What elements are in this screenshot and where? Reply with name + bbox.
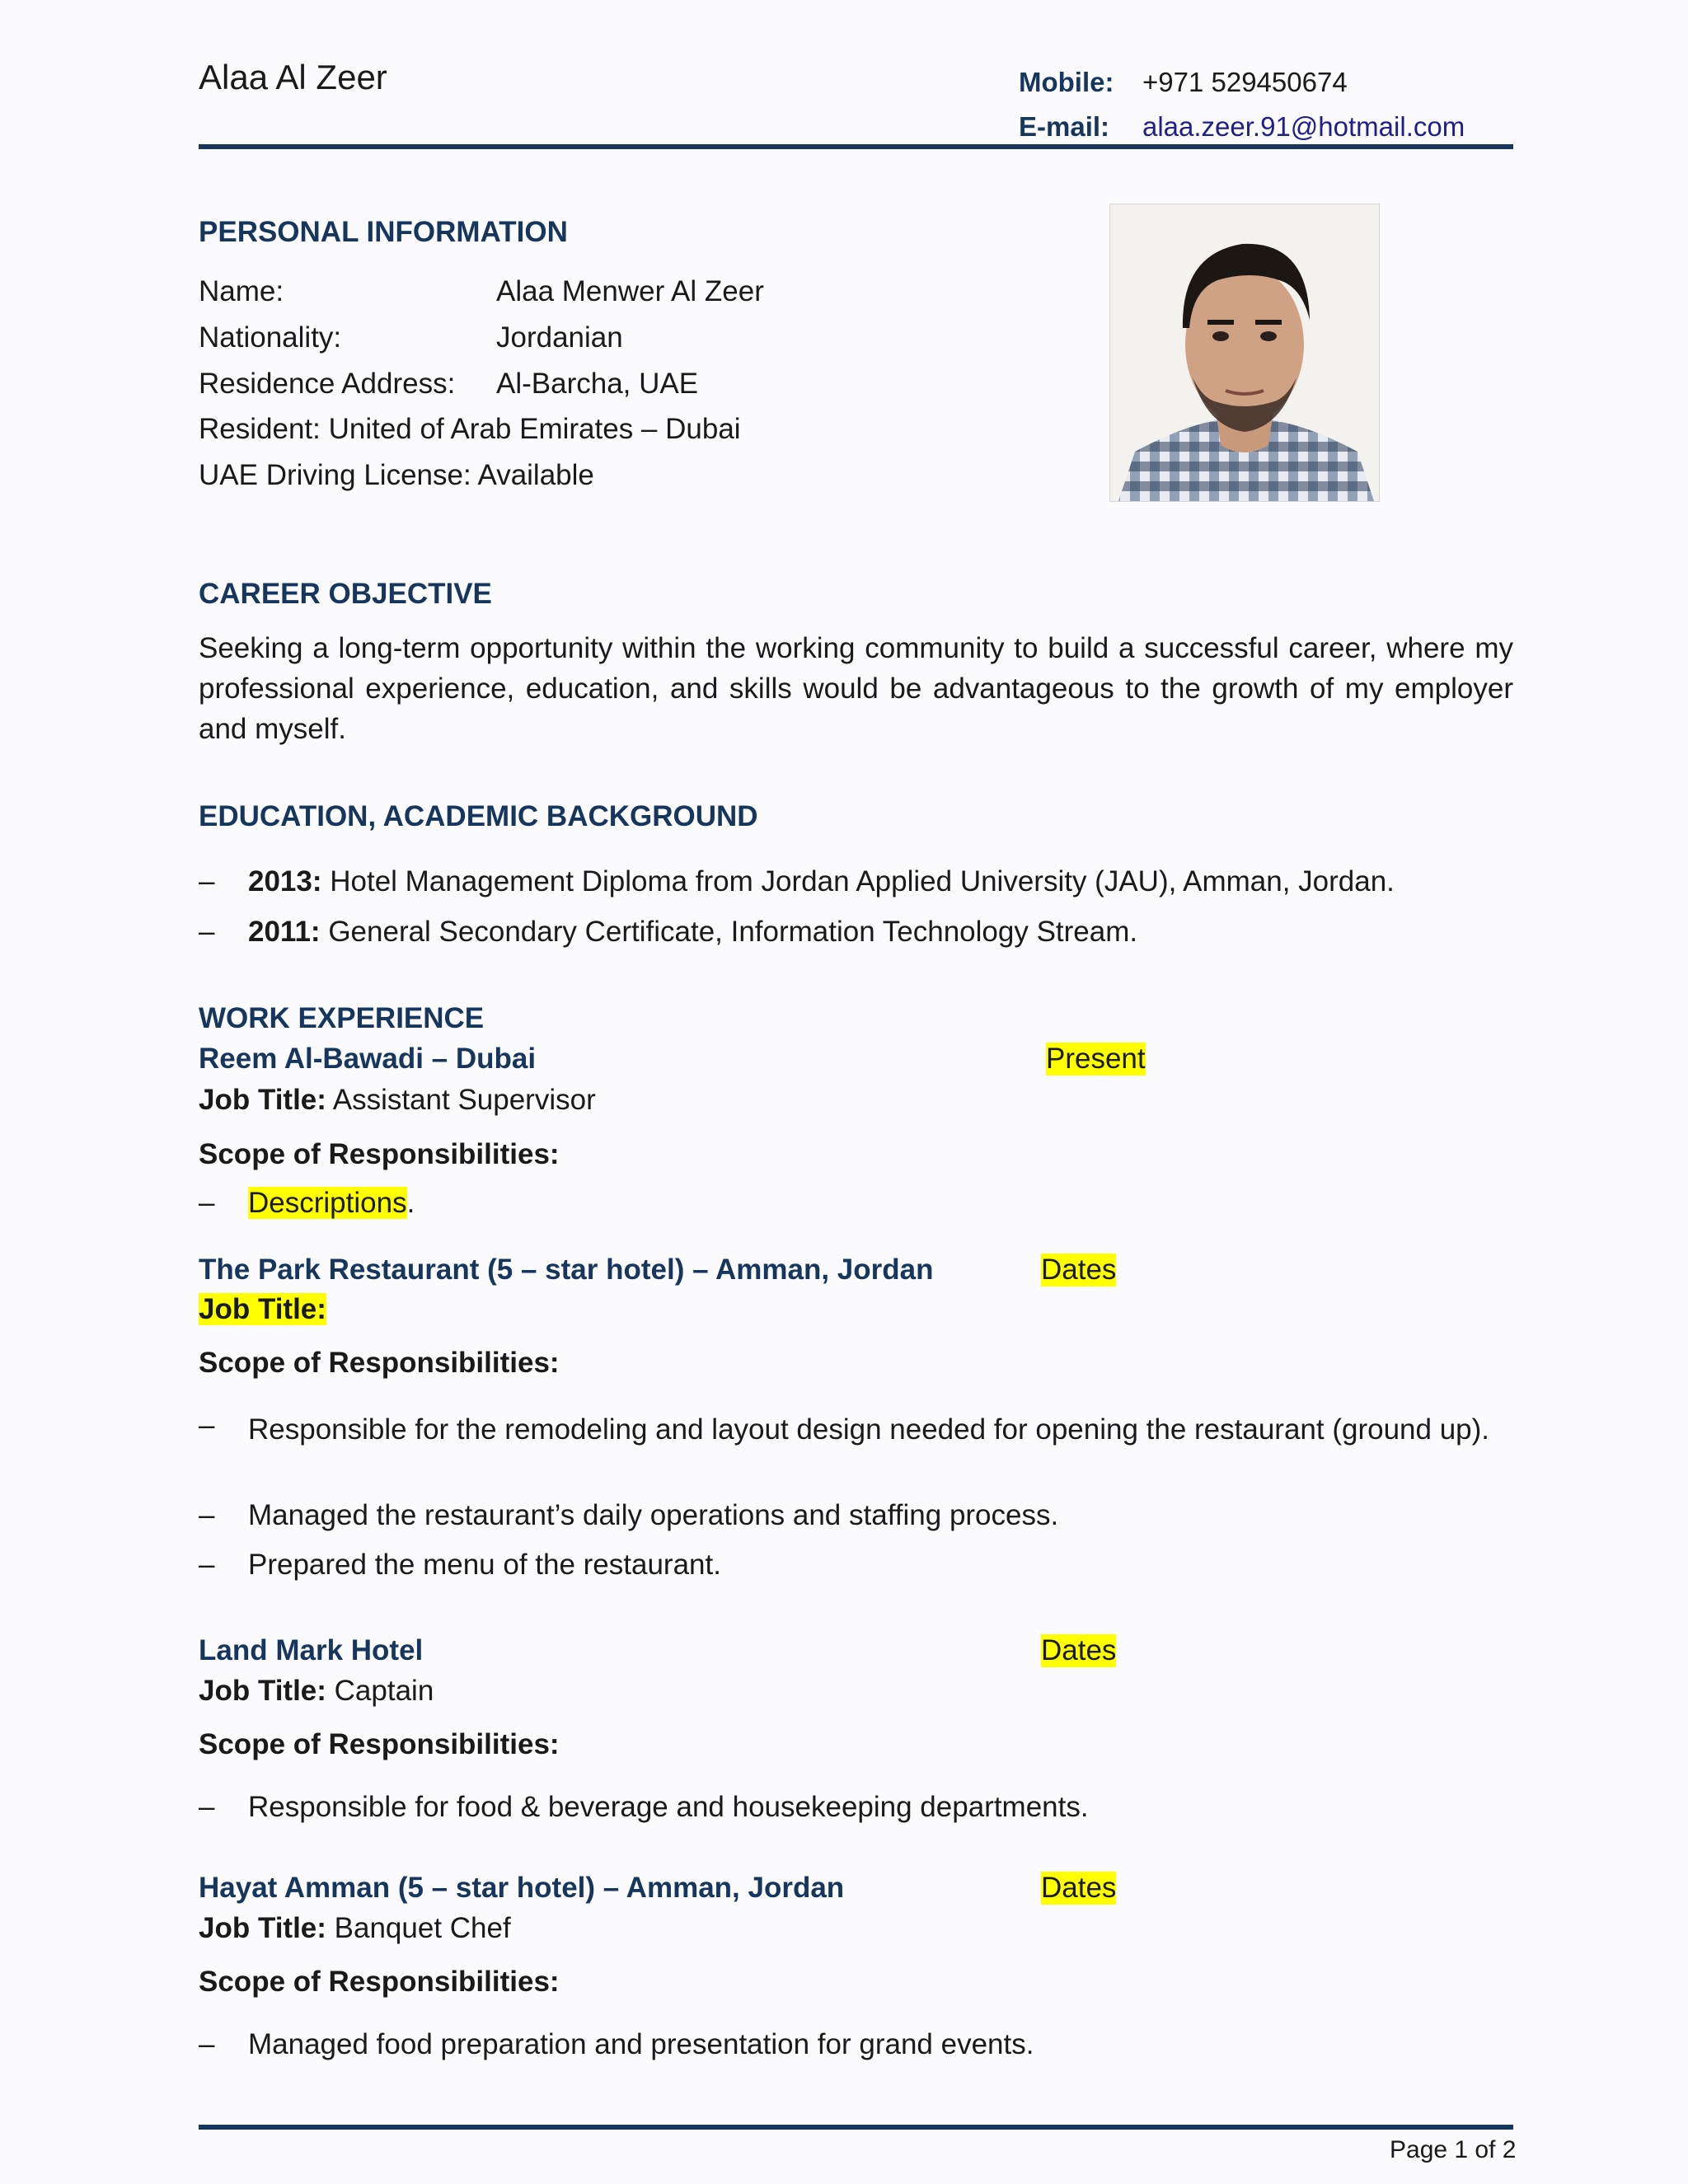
address-value: Al-Barcha, UAE [496, 368, 699, 400]
job-title-value: Assistant Supervisor [332, 1084, 596, 1116]
nationality-label: Nationality: [199, 321, 342, 354]
job-item-dash: – [199, 1499, 215, 1531]
job-company: Land Mark Hotel [199, 1634, 424, 1666]
email-link[interactable]: alaa.zeer.91@hotmail.com [1142, 111, 1465, 142]
scope-label: Scope of Responsibilities: [199, 1966, 560, 1998]
job-title-label: Job Title: [199, 1912, 326, 1944]
job-item-dash: – [199, 1187, 215, 1219]
education-text: General Secondary Certificate, Information Technology Stream. [320, 916, 1138, 948]
job-item: Managed the restaurant’s daily operations and staffing process. [248, 1499, 1059, 1531]
job-item-dash: – [199, 2028, 215, 2060]
profile-photo [1109, 204, 1380, 502]
resident-line: Resident: United of Arab Emirates – Dubai [199, 413, 741, 445]
job-company: The Park Restaurant (5 – star hotel) – Amman, Jordan [199, 1254, 934, 1286]
page-number: Page 1 of 2 [1390, 2136, 1517, 2163]
job-title-line [199, 1912, 511, 1945]
mobile-label: Mobile: [1019, 67, 1114, 97]
education-item [248, 865, 1395, 898]
address-label: Residence Address: [199, 368, 456, 400]
job-title-value: Captain [334, 1675, 434, 1707]
job-item-text: Descriptions [248, 1187, 407, 1219]
job-title-label: Job Title: [199, 1084, 326, 1116]
job-title-value: Banquet Chef [334, 1912, 511, 1944]
objective-text: Seeking a long-term opportunity within the working community to build a successful career, where my professional experience, education, and skills would be advantageous to the growth of my employer and myself. [199, 632, 1513, 745]
job-title-line [199, 1293, 326, 1326]
education-year: 2011: [248, 916, 321, 948]
personal-heading: PERSONAL INFORMATION [199, 216, 568, 248]
job-item: Managed food preparation and presentation for grand events. [248, 2028, 1034, 2060]
education-dash: – [199, 865, 215, 898]
education-item [248, 916, 1137, 949]
job-company: Hayat Amman (5 – star hotel) – Amman, Jordan [199, 1872, 845, 1904]
education-text: Hotel Management Diploma from Jordan Applied University (JAU), Amman, Jordan. [321, 865, 1395, 898]
job-item: Responsible for the remodeling and layout design needed for opening the restaurant (ground up). [248, 1413, 1490, 1446]
objective-heading: CAREER OBJECTIVE [199, 578, 492, 610]
scope-label: Scope of Responsibilities: [199, 1138, 560, 1170]
job-company: Reem Al-Bawadi – Dubai [199, 1043, 537, 1075]
job-title-line [199, 1084, 596, 1117]
education-dash: – [199, 916, 215, 948]
job-item-dash: – [199, 1791, 215, 1823]
name-value: Alaa Menwer Al Zeer [496, 275, 764, 307]
footer-rule [199, 2125, 1513, 2130]
job-date: Dates [1041, 1634, 1117, 1666]
nationality-value: Jordanian [496, 321, 623, 354]
job-item-suffix: . [406, 1187, 415, 1219]
header-name: Alaa Al Zeer [199, 58, 387, 96]
job-date: Dates [1041, 1254, 1117, 1286]
scope-label: Scope of Responsibilities: [199, 1347, 560, 1379]
job-date: Dates [1041, 1872, 1117, 1904]
education-year: 2013: [248, 865, 322, 898]
job-title-line [199, 1675, 434, 1708]
job-title-label: Job Title: [199, 1293, 326, 1325]
job-date: Present [1046, 1043, 1146, 1075]
education-heading: EDUCATION, ACADEMIC BACKGROUND [199, 800, 758, 832]
job-item-dash: – [199, 1549, 215, 1581]
license-line: UAE Driving License: Available [199, 459, 594, 491]
job-title-label: Job Title: [199, 1675, 326, 1707]
scope-label: Scope of Responsibilities: [199, 1728, 560, 1760]
job-item: Responsible for food & beverage and housekeeping departments. [248, 1791, 1089, 1823]
job-item: Prepared the menu of the restaurant. [248, 1549, 721, 1581]
job-item-dash: – [199, 1409, 215, 1441]
work-heading: WORK EXPERIENCE [199, 1002, 485, 1034]
header-rule [199, 144, 1513, 149]
email-label: E-mail: [1019, 111, 1110, 142]
job-item [248, 1187, 415, 1220]
name-label: Name: [199, 275, 284, 307]
mobile-value: +971 529450674 [1142, 67, 1348, 97]
